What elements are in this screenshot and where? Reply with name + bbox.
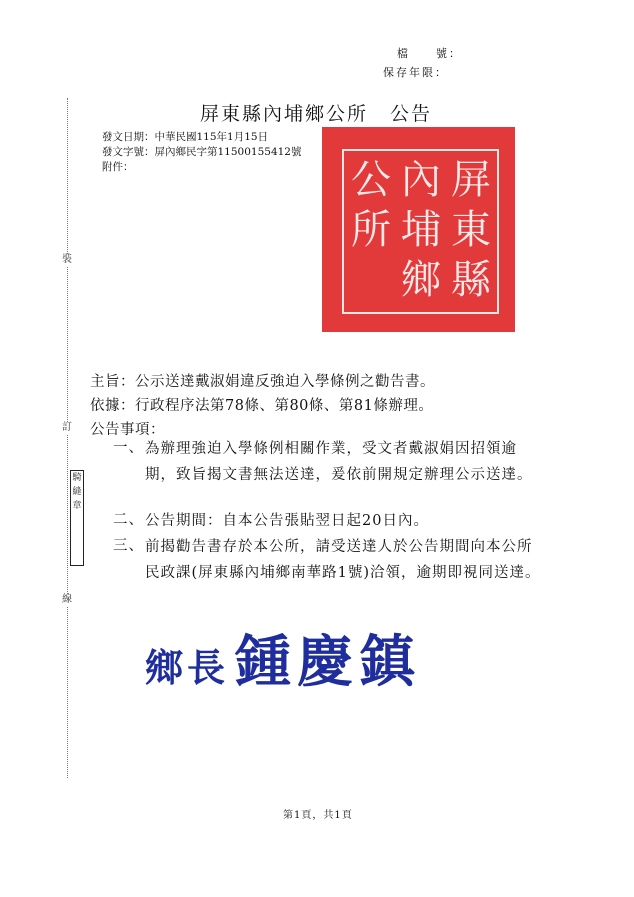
item-text: 前揭勸告書存於本公所，請受送達人於公告期間向本公所民政課(屏東縣內埔鄉南華路1號)洽領，逾期即視同送達。 xyxy=(145,539,541,581)
issue-date: 發文日期：中華民國115年1月15日 xyxy=(102,131,269,143)
item-text: 為辦理強迫入學條例相關作業，受文者戴淑娟因招領逾期，致旨揭文書無法送達，爰依前開規定辦理公示送達。 xyxy=(145,441,533,483)
signature-stamp xyxy=(145,618,421,698)
binding-char-bottom: 線 xyxy=(62,594,72,605)
item-number: 一、 xyxy=(113,440,144,456)
attachment-label: 附件： xyxy=(102,161,134,173)
announcement-label: 公告 xyxy=(390,103,433,125)
file-number-label: 檔 號： xyxy=(397,47,462,60)
perforation-seal xyxy=(70,470,84,566)
page-title xyxy=(200,99,432,126)
retention-period-label: 保存年限： xyxy=(383,66,448,79)
binding-char-middle: 訂 xyxy=(62,422,72,433)
announcement-item xyxy=(113,534,553,614)
office-name: 屏東縣內埔鄉公所 xyxy=(200,103,369,125)
item-text: 公告期間：自本公告張貼翌日起20日內。 xyxy=(145,513,429,529)
seal-column-left: 公所 xyxy=(351,157,391,253)
item-number: 二、 xyxy=(113,512,144,528)
subject-line: 主旨：公示送達戴淑娟違反強迫入學條例之勸告書。 xyxy=(90,374,435,390)
seal-border xyxy=(342,149,499,314)
announcement-item xyxy=(113,436,553,516)
basis-line: 依據：行政程序法第78條、第80條、第81條辦理。 xyxy=(90,398,434,414)
official-seal xyxy=(322,127,515,332)
seal-column-right: 屏東縣 xyxy=(451,157,491,303)
items-heading: 公告事項： xyxy=(90,422,165,438)
perforation-seal-char: 章 xyxy=(72,501,82,511)
document-number: 發文字號：屏內鄉民字第11500155412號 xyxy=(102,146,302,158)
binding-line xyxy=(67,98,68,778)
page-number: 第1頁，共1頁 xyxy=(283,810,353,821)
seal-column-middle: 內埔鄉 xyxy=(401,157,441,303)
signature-name: 鍾慶鎮 xyxy=(235,630,422,695)
signature-title: 鄉長 xyxy=(145,646,230,690)
binding-char-top: 裝 xyxy=(62,254,72,265)
perforation-seal-char: 縫 xyxy=(72,487,82,497)
perforation-seal-char: 騎 xyxy=(72,473,82,483)
item-number: 三、 xyxy=(113,538,144,554)
